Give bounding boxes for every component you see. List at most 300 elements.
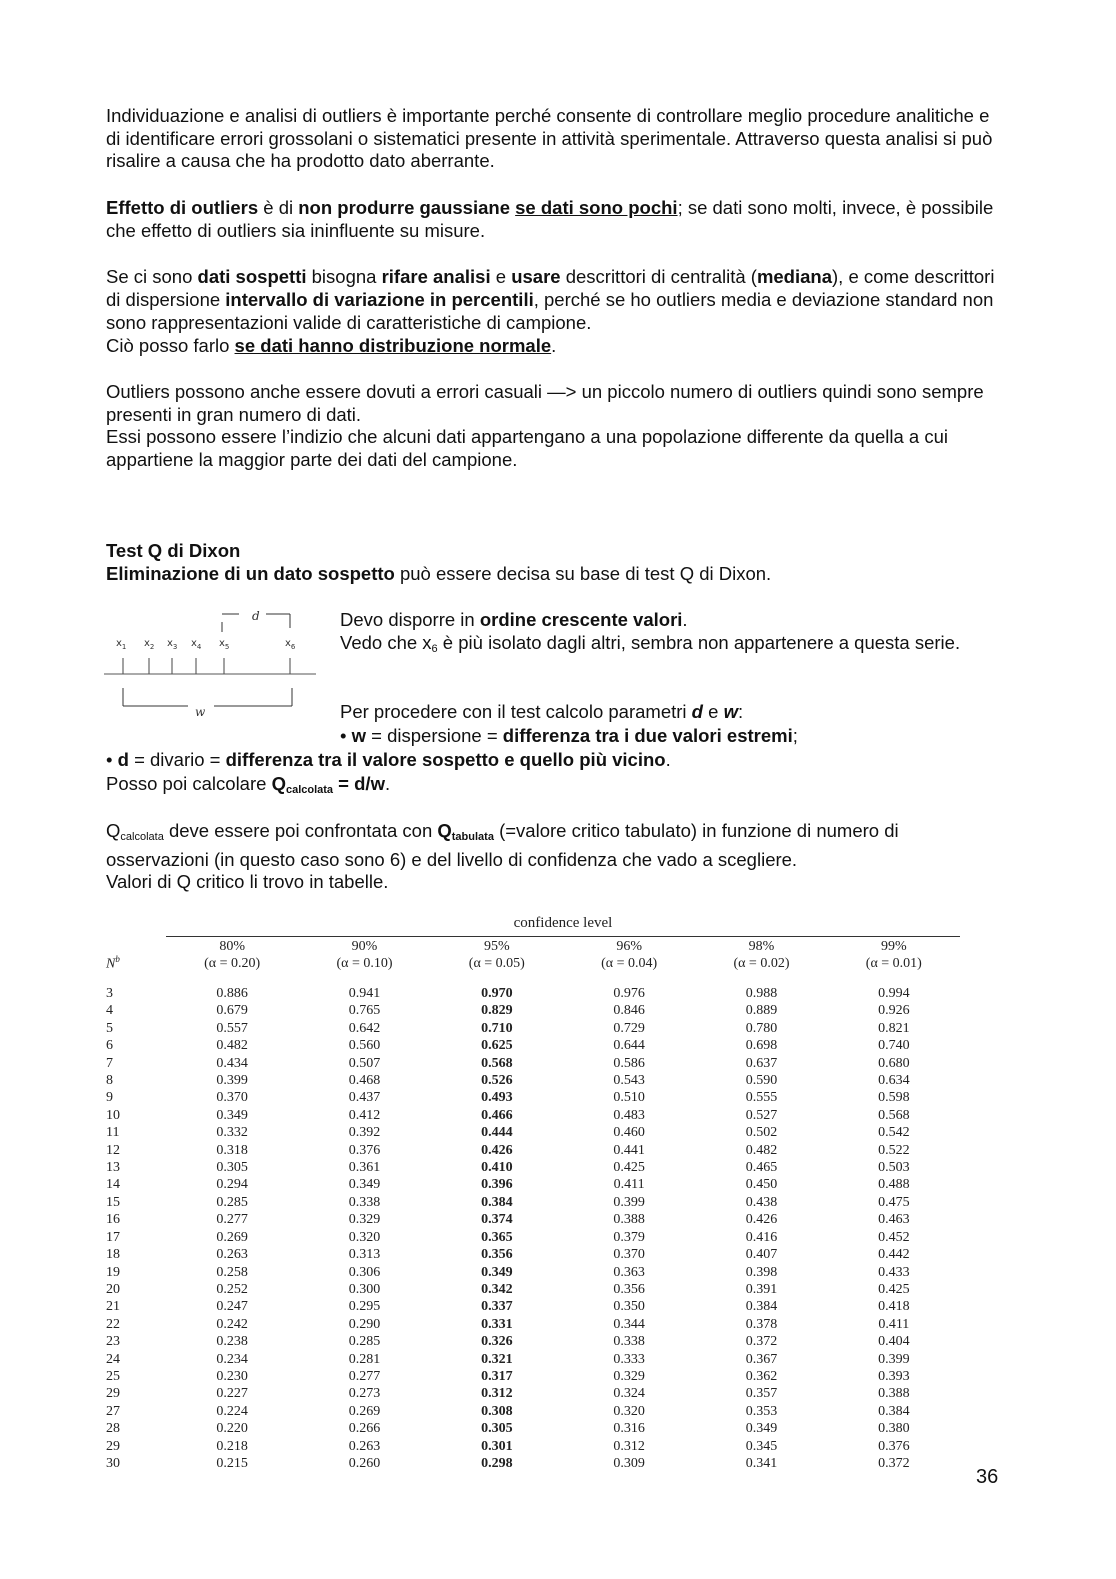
q-value-cell: 0.502	[745, 1125, 778, 1141]
table-row	[100, 1264, 960, 1281]
q-value-cell: 0.434	[216, 1055, 248, 1071]
n-cell: 14	[106, 1177, 120, 1193]
alpha-value: (α = 0.05)	[468, 956, 525, 971]
text-run: :	[737, 701, 744, 722]
q-value-cell: 0.372	[745, 1334, 778, 1350]
table-row	[100, 1316, 960, 1333]
n-cell: 24	[106, 1351, 120, 1367]
q-value-cell: 0.680	[878, 1055, 910, 1071]
q-value-cell: 0.543	[613, 1073, 645, 1089]
n-cell: 25	[106, 1368, 120, 1384]
bold-term: w	[351, 725, 367, 746]
d-label: d	[252, 609, 260, 623]
text-run: (=valore critico tabulato) in funzione di numero di osservazioni (in questo caso sono 6) e del livello di confidenza che vado a scegliere.	[106, 820, 899, 870]
q-value-cell: 0.298	[481, 1455, 513, 1471]
q-value-cell: 0.318	[216, 1142, 248, 1158]
q-value-cell: 0.568	[878, 1107, 910, 1123]
n-cell: 7	[106, 1055, 113, 1071]
table-row	[100, 1002, 960, 1019]
q-value-cell: 0.215	[216, 1455, 248, 1471]
q-value-cell: 0.309	[613, 1455, 645, 1471]
q-value-cell: 0.829	[481, 1003, 513, 1019]
text-run: ;	[792, 725, 798, 746]
n-cell: 6	[106, 1038, 113, 1054]
q-value-cell: 0.269	[348, 1403, 381, 1419]
bold-term: Eliminazione di un dato sospetto	[106, 563, 395, 584]
n-cell: 23	[106, 1334, 120, 1350]
q-value-cell: 0.281	[348, 1351, 381, 1367]
q-value-cell: 0.407	[745, 1247, 778, 1263]
q-value-cell: 0.320	[348, 1229, 381, 1245]
q-comparison-paragraph	[106, 820, 1006, 894]
q-value-cell: 0.341	[745, 1455, 778, 1471]
table-row	[100, 1037, 960, 1054]
q-value-cell: 0.886	[216, 986, 248, 1001]
q-value-cell: 0.305	[216, 1160, 248, 1176]
confidence-level: 80%	[219, 939, 245, 954]
q-value-cell: 0.374	[481, 1212, 513, 1228]
q-value-cell: 0.426	[745, 1212, 778, 1228]
q-value-cell: 0.465	[745, 1160, 778, 1176]
q-value-cell: 0.411	[878, 1316, 910, 1332]
bold-underlined-term: se dati hanno distribuzione normale	[234, 335, 552, 356]
bold-term: intervallo di variazione in percentili	[225, 289, 534, 310]
bold-term: non produrre gaussiane	[298, 197, 510, 218]
q-value-cell: 0.398	[745, 1264, 778, 1280]
column-header	[828, 937, 960, 974]
q-value-cell: 0.425	[613, 1160, 645, 1176]
bold-italic-term: w	[723, 701, 738, 722]
bold-term: mediana	[756, 266, 832, 287]
n-cell: 3	[106, 986, 113, 1001]
table-row	[100, 1246, 960, 1263]
n-cell: 20	[106, 1281, 120, 1297]
q-value-cell: 0.399	[613, 1194, 645, 1210]
q-value-cell: 0.316	[613, 1421, 645, 1437]
bold-term: usare	[511, 266, 561, 287]
q-value-cell: 0.388	[878, 1386, 910, 1402]
q-value-cell: 0.526	[481, 1073, 513, 1089]
q-value-cell: 0.384	[745, 1299, 778, 1315]
q-value-cell: 0.970	[481, 986, 513, 1001]
q-value-cell: 0.846	[613, 1003, 645, 1019]
q-value-cell: 0.444	[481, 1125, 513, 1141]
q-value-cell: 0.294	[216, 1177, 248, 1193]
q-value-cell: 0.412	[348, 1107, 381, 1123]
q-value-cell: 0.227	[216, 1386, 248, 1402]
bold-term: $Q_{tabulata}$	[437, 820, 494, 843]
text-run: = dispersione =	[366, 725, 503, 746]
q-value-cell: 0.976	[613, 986, 645, 1001]
q-value-cell: 0.507	[348, 1055, 381, 1071]
q-value-cell: 0.376	[878, 1438, 910, 1454]
text-run: = divario =	[128, 749, 226, 770]
q-value-cell: 0.329	[348, 1212, 381, 1228]
q-value-cell: 0.342	[481, 1281, 513, 1297]
n-cell: 22	[106, 1316, 120, 1332]
table-row	[100, 1124, 960, 1141]
q-value-cell: 0.522	[878, 1142, 910, 1158]
n-cell: 12	[106, 1142, 120, 1158]
q-value-cell: 0.393	[878, 1368, 910, 1384]
q-value-cell: 0.258	[216, 1264, 248, 1280]
paragraph-casual-errors	[106, 381, 1006, 471]
n-cell: 16	[106, 1212, 120, 1228]
table-corner	[100, 912, 166, 937]
text-run: deve essere poi confrontata con	[163, 820, 438, 841]
q-value-cell: 0.332	[216, 1125, 248, 1141]
q-value-cell: 0.634	[878, 1073, 910, 1089]
isolated-value-note	[340, 632, 1000, 661]
table-row	[100, 1055, 960, 1072]
q-value-cell: 0.345	[745, 1438, 778, 1454]
bullet: •	[340, 725, 352, 746]
table-row	[100, 1194, 960, 1211]
text-run: .	[665, 749, 671, 770]
text-run: e	[490, 266, 512, 287]
n-cell: 29	[106, 1438, 120, 1454]
q-value-cell: 0.338	[613, 1334, 645, 1350]
table-row	[100, 1159, 960, 1176]
n-cell: 11	[106, 1125, 120, 1141]
q-value-cell: 0.450	[745, 1177, 778, 1193]
q-value-cell: 0.384	[481, 1194, 513, 1210]
order-instruction	[340, 609, 1000, 632]
x2-label: $x_2$	[144, 638, 155, 651]
q-value-cell: 0.590	[745, 1073, 778, 1089]
q-value-cell: 0.463	[878, 1212, 910, 1228]
q-value-cell: 0.637	[745, 1055, 778, 1071]
q-value-cell: 0.482	[216, 1038, 248, 1054]
bullet-d	[106, 749, 1006, 772]
q-value-cell: 0.349	[481, 1264, 513, 1280]
q-value-cell: 0.391	[745, 1281, 778, 1297]
table-row	[100, 1455, 960, 1472]
column-header	[166, 937, 298, 974]
x5-label: $x_5$	[219, 638, 230, 651]
q-value-cell: 0.365	[481, 1229, 513, 1245]
parameters-intro	[340, 701, 1000, 724]
bold-term: rifare analisi	[381, 266, 491, 287]
table-row	[100, 1229, 960, 1246]
table-row	[100, 1351, 960, 1368]
n-cell: 9	[106, 1090, 113, 1106]
q-value-cell: 0.493	[481, 1090, 513, 1106]
q-value-cell: 0.295	[348, 1299, 381, 1315]
table-row	[100, 1089, 960, 1106]
q-value-cell: 0.263	[216, 1247, 248, 1263]
q-value-cell: 0.344	[613, 1316, 645, 1332]
q-value-cell: 0.277	[348, 1368, 381, 1384]
text-run: .	[682, 609, 688, 630]
q-value-cell: 0.482	[745, 1142, 778, 1158]
dixon-diagram-svg	[104, 606, 324, 722]
q-value-cell: 0.396	[481, 1177, 513, 1193]
q-value-cell: 0.433	[878, 1264, 910, 1280]
q-value-cell: 0.313	[348, 1247, 381, 1263]
q-value-cell: 0.442	[878, 1247, 910, 1263]
q-value-cell: 0.263	[348, 1438, 381, 1454]
bold-italic-term: d	[691, 701, 703, 722]
q-value-cell: 0.557	[216, 1020, 248, 1036]
alpha-value: (α = 0.10)	[336, 956, 393, 971]
q-value-cell: 0.320	[613, 1403, 645, 1419]
q-value-cell: 0.266	[348, 1421, 381, 1437]
column-header	[695, 937, 827, 974]
q-value-cell: 0.362	[745, 1368, 778, 1384]
q-value-cell: 0.426	[481, 1142, 513, 1158]
q-value-cell: 0.242	[216, 1316, 248, 1332]
bold-term: dati sospetti	[197, 266, 307, 287]
q-value-cell: 0.367	[745, 1351, 778, 1367]
q-value-cell: 0.353	[745, 1403, 778, 1419]
bold-underlined-term: se dati sono pochi	[515, 197, 678, 218]
q-value-cell: 0.305	[481, 1421, 513, 1437]
table-row	[100, 1403, 960, 1420]
q-value-cell: 0.994	[878, 986, 910, 1001]
n-cell: 4	[106, 1003, 113, 1019]
q-value-cell: 0.247	[216, 1299, 248, 1315]
page-number: 36	[976, 1466, 999, 1488]
q-value-cell: 0.321	[481, 1351, 513, 1367]
confidence-level: 96%	[616, 939, 642, 954]
q-value-cell: 0.598	[878, 1090, 910, 1106]
text-run: può essere decisa su base di test Q di Dixon.	[394, 563, 772, 584]
q-value-cell: 0.404	[878, 1334, 910, 1350]
q-value-cell: 0.326	[481, 1334, 513, 1350]
q-value-cell: 0.642	[348, 1020, 381, 1036]
text-run: e	[702, 701, 724, 722]
q-value-cell: 0.329	[613, 1368, 645, 1384]
text-run: è più isolato dagli altri, sembra non appartenere a questa serie.	[437, 632, 961, 653]
text-run: Outliers possono anche essere dovuti a errori casuali —> un piccolo numero di outliers quindi sono sempre presenti in gran numero di dati.	[106, 381, 984, 425]
q-value-cell: 0.418	[878, 1299, 910, 1315]
q-value-cell: 0.644	[613, 1038, 645, 1054]
table-row	[100, 1142, 960, 1159]
q-value-cell: 0.452	[878, 1229, 910, 1245]
text-run: Valori di Q critico li trovo in tabelle.	[106, 871, 389, 892]
q-value-cell: 0.361	[348, 1160, 381, 1176]
q-value-cell: 0.224	[216, 1403, 248, 1419]
q-value-cell: 0.317	[481, 1368, 513, 1384]
text-run: bisogna	[306, 266, 382, 287]
paragraph-outliers-intro: Individuazione e analisi di outliers è importante perché consente di controllare meglio procedure analitiche e di identificare errori grossolani o sistematici presente in attività sperimentale. Attraverso questa analisi si può risalire a causa che ha prodotto dato aberrante.	[106, 105, 993, 171]
n-header: $N^b$	[106, 954, 120, 972]
q-value-cell: 0.425	[878, 1281, 910, 1297]
n-cell: 28	[106, 1421, 120, 1437]
q-value-cell: 0.331	[481, 1316, 513, 1332]
bold-term: Effetto di outliers	[106, 197, 259, 218]
q-value-cell: 0.337	[481, 1299, 513, 1315]
alpha-value: (α = 0.04)	[601, 956, 658, 971]
n-cell: 30	[106, 1455, 120, 1471]
q-value-cell: 0.488	[878, 1177, 910, 1193]
q-value-cell: 0.388	[613, 1212, 645, 1228]
x3-label: $x_3$	[167, 638, 178, 651]
q-value-cell: 0.941	[348, 986, 381, 1001]
q-value-cell: 0.356	[481, 1247, 513, 1263]
alpha-value: (α = 0.20)	[204, 956, 261, 971]
text-run: Ciò posso farlo	[106, 335, 235, 356]
q-value-cell: 0.277	[216, 1212, 248, 1228]
paragraph-outliers-effect	[106, 197, 1006, 242]
q-value-cell: 0.392	[348, 1125, 381, 1141]
q-value-cell: 0.285	[216, 1194, 248, 1210]
q-value-cell: 0.370	[216, 1090, 248, 1106]
q-calc-formula	[106, 773, 1006, 802]
q-value-cell: 0.679	[216, 1003, 248, 1019]
n-cell: 29	[106, 1386, 120, 1402]
table-row	[100, 1368, 960, 1385]
q-value-cell: 0.218	[216, 1438, 248, 1454]
q-value-cell: 0.542	[878, 1125, 910, 1141]
n-cell: 21	[106, 1299, 120, 1315]
table-body	[100, 985, 960, 1472]
column-header	[431, 937, 563, 974]
q-value-cell: 0.378	[745, 1316, 778, 1332]
q-value-cell: 0.503	[878, 1160, 910, 1176]
q-value-cell: 0.379	[613, 1229, 645, 1245]
q-value-cell: 0.384	[878, 1403, 910, 1419]
table-row	[100, 1211, 960, 1228]
q-value-cell: 0.740	[878, 1038, 910, 1054]
n-cell: 15	[106, 1194, 120, 1210]
text-run: ), e come descrittori di dispersione	[106, 266, 995, 310]
q-value-cell: 0.380	[878, 1421, 910, 1437]
table-row	[100, 1333, 960, 1350]
table-row	[100, 1420, 960, 1437]
confidence-level: 90%	[351, 939, 378, 954]
q-value-cell: 0.460	[613, 1125, 645, 1141]
n-cell: 17	[106, 1229, 120, 1245]
q-value-cell: 0.230	[216, 1368, 248, 1384]
q-value-cell: 0.765	[348, 1003, 381, 1019]
n-cell: 27	[106, 1403, 120, 1419]
q-value-cell: 0.306	[348, 1264, 381, 1280]
q-value-cell: 0.568	[481, 1055, 513, 1071]
q-value-cell: 0.710	[481, 1020, 513, 1036]
q-value-cell: 0.438	[745, 1194, 778, 1210]
x6-label: $x_6$	[285, 638, 296, 651]
q-value-cell: 0.475	[878, 1194, 910, 1210]
q-value-cell: 0.729	[613, 1020, 645, 1036]
n-cell: 10	[106, 1107, 120, 1123]
q-value-cell: 0.363	[613, 1264, 645, 1280]
text-run: Posso poi calcolare	[106, 773, 272, 794]
table-row	[100, 1281, 960, 1298]
q-value-cell: 0.926	[878, 1003, 910, 1019]
dixon-intro	[106, 563, 1006, 586]
q-value-cell: 0.301	[481, 1438, 513, 1454]
q-value-cell: 0.399	[216, 1073, 248, 1089]
q-value-cell: 0.349	[348, 1177, 381, 1193]
q-value-cell: 0.356	[613, 1281, 645, 1297]
subscript: calcolata	[120, 831, 164, 843]
table-row	[100, 1072, 960, 1089]
q-value-cell: 0.312	[481, 1386, 513, 1402]
q-value-cell: 0.234	[216, 1351, 248, 1367]
q-value-cell: 0.698	[745, 1038, 778, 1054]
q-value-cell: 0.350	[613, 1299, 645, 1315]
q-value-cell: 0.376	[348, 1142, 381, 1158]
q-value-cell: 0.410	[481, 1160, 513, 1176]
q-value-cell: 0.441	[613, 1142, 645, 1158]
bold-term: d	[117, 749, 129, 770]
q-value-cell: 0.300	[348, 1281, 381, 1297]
table-caption: confidence level	[166, 912, 960, 937]
w-label: w	[195, 705, 206, 719]
q-critical-table	[100, 912, 960, 1472]
q-value-cell: 0.780	[745, 1020, 778, 1036]
bold-term: $Q_{calcolata} = d/w$	[271, 773, 385, 796]
confidence-level: 99%	[880, 939, 907, 954]
q-value-cell: 0.324	[613, 1386, 645, 1402]
text-run: Se ci sono	[106, 266, 198, 287]
table-row	[100, 1107, 960, 1124]
q-value-cell: 0.349	[745, 1421, 778, 1437]
text-run: Devo disporre in	[340, 609, 480, 630]
table-row	[100, 1020, 960, 1037]
dixon-diagram	[104, 606, 324, 722]
q-value-cell: 0.821	[878, 1020, 910, 1036]
q-value-cell: 0.312	[613, 1438, 645, 1454]
q-value-cell: 0.285	[348, 1334, 381, 1350]
q-value-cell: 0.466	[481, 1107, 513, 1123]
n-cell: 18	[106, 1247, 120, 1263]
text-run: Vedo che x	[340, 632, 432, 653]
confidence-level: 98%	[748, 939, 775, 954]
table-row	[100, 985, 960, 1002]
q-value-cell: 0.560	[348, 1038, 381, 1054]
q-value-cell: 0.220	[216, 1421, 248, 1437]
bold-term: ordine crescente valori	[479, 609, 683, 630]
table-header-row	[100, 937, 960, 974]
q-value-cell: 0.338	[348, 1194, 381, 1210]
table-row	[100, 1298, 960, 1315]
alpha-value: (α = 0.02)	[733, 956, 790, 971]
q-value-cell: 0.483	[613, 1107, 645, 1123]
q-value-cell: 0.889	[745, 1003, 778, 1019]
text-run: descrittori di centralità (	[560, 266, 757, 287]
q-value-cell: 0.260	[348, 1455, 381, 1471]
paragraph-suspect-data	[106, 265, 1006, 357]
q-value-cell: 0.527	[745, 1107, 778, 1123]
text-run: , perché se ho outliers media e deviazione standard non sono rappresentazioni valide di caratteristiche di campione.	[106, 289, 994, 333]
q-value-cell: 0.269	[216, 1229, 248, 1245]
text-run: Q	[106, 820, 121, 841]
text-run: .	[384, 773, 391, 794]
q-value-cell: 0.437	[348, 1090, 381, 1106]
text-run: .	[551, 335, 557, 356]
q-value-cell: 0.411	[613, 1177, 645, 1193]
x1-label: $x_1$	[116, 638, 127, 651]
q-value-cell: 0.333	[613, 1351, 645, 1367]
q-value-cell: 0.586	[613, 1055, 645, 1071]
bold-term: differenza tra i due valori estremi	[502, 725, 793, 746]
bold-term: differenza tra il valore sospetto e quello più vicino	[225, 749, 666, 770]
subscript: 6	[431, 643, 438, 655]
text-run: è di	[258, 197, 299, 218]
column-header	[563, 937, 695, 974]
table-row	[100, 1385, 960, 1402]
q-value-cell: 0.290	[348, 1316, 381, 1332]
q-value-cell: 0.349	[216, 1107, 248, 1123]
text-run: Essi possono essere l’indizio che alcuni dati appartengano a una popolazione differente da quella a cui appartiene la maggior parte dei dati del campione.	[106, 426, 948, 470]
n-cell: 19	[106, 1264, 120, 1280]
confidence-level: 95%	[483, 939, 510, 954]
q-value-cell: 0.510	[613, 1090, 645, 1106]
alpha-value: (α = 0.01)	[865, 956, 922, 971]
